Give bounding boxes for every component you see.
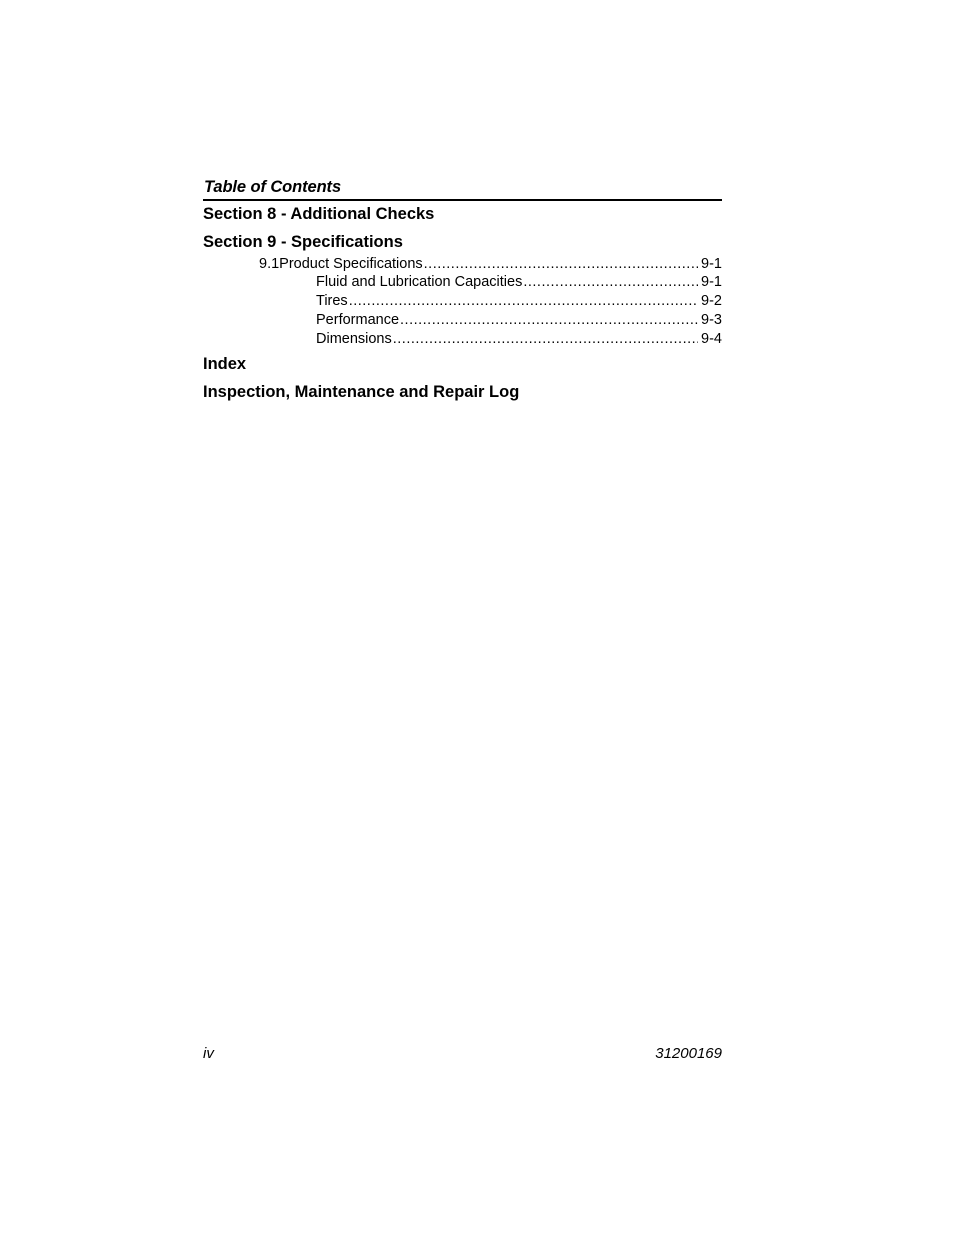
footer-document-number: 31200169 — [655, 1045, 722, 1062]
toc-entry-page: 9-3 — [701, 312, 722, 328]
section-heading-index[interactable]: Index — [203, 355, 247, 373]
page-title: Table of Contents — [204, 178, 342, 196]
page-header — [203, 176, 722, 201]
toc-entry-label: Fluid and Lubrication Capacities — [316, 274, 523, 290]
toc-entry-page: 9-1 — [701, 274, 722, 290]
toc-entry-dimensions[interactable] — [316, 330, 722, 348]
footer-page-number: iv — [203, 1045, 214, 1062]
dot-leader — [424, 255, 698, 273]
toc-entry-label: Dimensions — [316, 331, 392, 347]
dot-leader — [349, 292, 698, 310]
toc-entry-page: 9-4 — [701, 331, 722, 347]
toc-entry-number: 9.1 — [259, 256, 280, 272]
dot-leader — [400, 311, 698, 329]
toc-entry-fluid-lubrication[interactable] — [316, 273, 722, 291]
toc-entry-label: Performance — [316, 312, 400, 328]
section-heading-9[interactable]: Section 9 - Specifications — [203, 233, 403, 251]
toc-entry-page: 9-2 — [701, 293, 722, 309]
dot-leader — [393, 330, 698, 348]
toc-entry-tires[interactable] — [316, 292, 722, 310]
section-heading-8[interactable]: Section 8 - Additional Checks — [203, 205, 435, 223]
toc-entry-label: Tires — [316, 293, 348, 309]
toc-entry-performance[interactable] — [316, 311, 722, 329]
section-heading-inspection-log[interactable]: Inspection, Maintenance and Repair Log — [203, 383, 520, 401]
dot-leader — [523, 273, 698, 291]
toc-entry-page: 9-1 — [701, 256, 722, 272]
toc-entry-product-specifications[interactable] — [259, 255, 722, 273]
toc-entry-label: Product Specifications — [279, 256, 423, 272]
